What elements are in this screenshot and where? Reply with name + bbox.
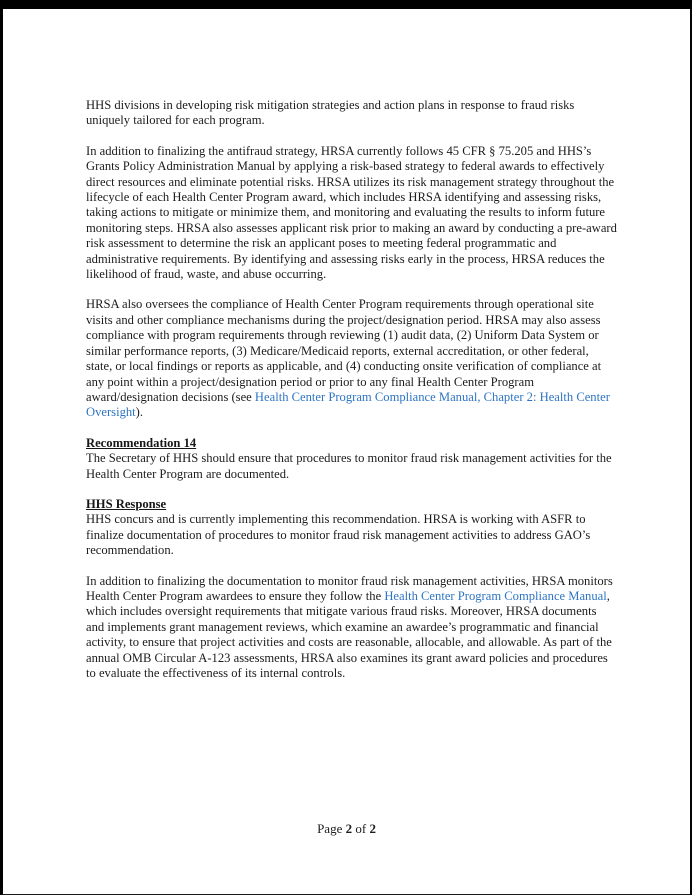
hhs-response-text: HHS concurs and is currently implementing this recommendation. HRSA is working with ASFR to finalize documentation of procedures to monitor fraud risk management activities to address GAO’s recommendation. <box>86 512 591 558</box>
document-body <box>86 98 617 696</box>
paragraph-compliance-oversight <box>86 297 617 420</box>
paragraph-text: In addition to finalizing the documentation to monitor fraud risk management activities, HRSA monitors Health Center Program awardees to ensure they follow the <box>86 573 613 603</box>
page-number-label: Page <box>317 821 346 836</box>
hhs-response-heading: HHS Response <box>86 496 167 511</box>
paragraph-text: HRSA also oversees the compliance of Health Center Program requirements through operational site visits and other compliance mechanisms during the project/designation period. HRSA may also assess compliance with program requirements through reviewing (1) audit data, (2) Uniform Data System or similar performance reports, (3) Medicare/Medicaid reports, external accreditation, or other federal, state, or local findings or reports as applicable, and (4) conducting onsite verification of compliance at any point within a project/designation period or prior to any final Health Center Program award/designation decisions (see <box>86 297 602 404</box>
paragraph-antifraud-strategy <box>86 144 617 283</box>
paragraph-text: , which includes oversight requirements that mitigate various fraud risks. Moreover, HRSA documents and implements grant management reviews, which examine an awardee’s programmatic and financial activity, to ensure that project activities and costs are reasonable, allocable, and allowable. As part of the annual OMB Circular A-123 assessments, HRSA also examines its grant award policies and procedures to evaluate the effectiveness of its internal controls. <box>86 588 612 680</box>
compliance-manual-chapter2-link[interactable]: Health Center Program Compliance Manual, Chapter 2: Health Center Oversight <box>86 389 610 420</box>
recommendation-14-section <box>86 436 617 482</box>
current-page-number: 2 <box>345 821 353 836</box>
hhs-response-section <box>86 497 617 559</box>
paragraph-intro-carryover <box>86 98 617 129</box>
paragraph-text: In addition to finalizing the antifraud strategy, HRSA currently follows 45 CFR § 75.205 and HHS’s Grants Policy Administration Manual by applying a risk-based strategy to federal awards to effectively direct resources and eliminate potential risks. HRSA utilizes its risk management strategy throughout the lifecycle of each Health Center Program award, which includes HRSA identifying and assessing risks, taking actions to mitigate or minimize them, and monitoring and evaluating the results to inform future monitoring steps. HRSA also assesses applicant risk prior to making an award by conducting a pre-award risk assessment to determine the risk an applicant poses to meeting federal programmatic and administrative requirements. By identifying and assessing risks early in the process, HRSA reduces the likelihood of fraud, waste, and abuse occurring. <box>86 143 617 282</box>
total-page-number: 2 <box>369 821 376 836</box>
recommendation-14-text: The Secretary of HHS should ensure that procedures to monitor fraud risk management activities for the Health Center Program are documented. <box>86 451 612 481</box>
paragraph-text: ). <box>135 405 144 420</box>
paragraph-monitoring-details <box>86 574 617 682</box>
compliance-manual-link[interactable]: Health Center Program Compliance Manual <box>384 588 607 603</box>
recommendation-14-heading: Recommendation 14 <box>86 435 197 450</box>
paragraph-text: HHS divisions in developing risk mitigation strategies and action plans in response to fraud risks uniquely tailored for each program. <box>86 98 575 128</box>
page-of-label: of <box>352 821 370 836</box>
page-footer <box>3 821 690 837</box>
